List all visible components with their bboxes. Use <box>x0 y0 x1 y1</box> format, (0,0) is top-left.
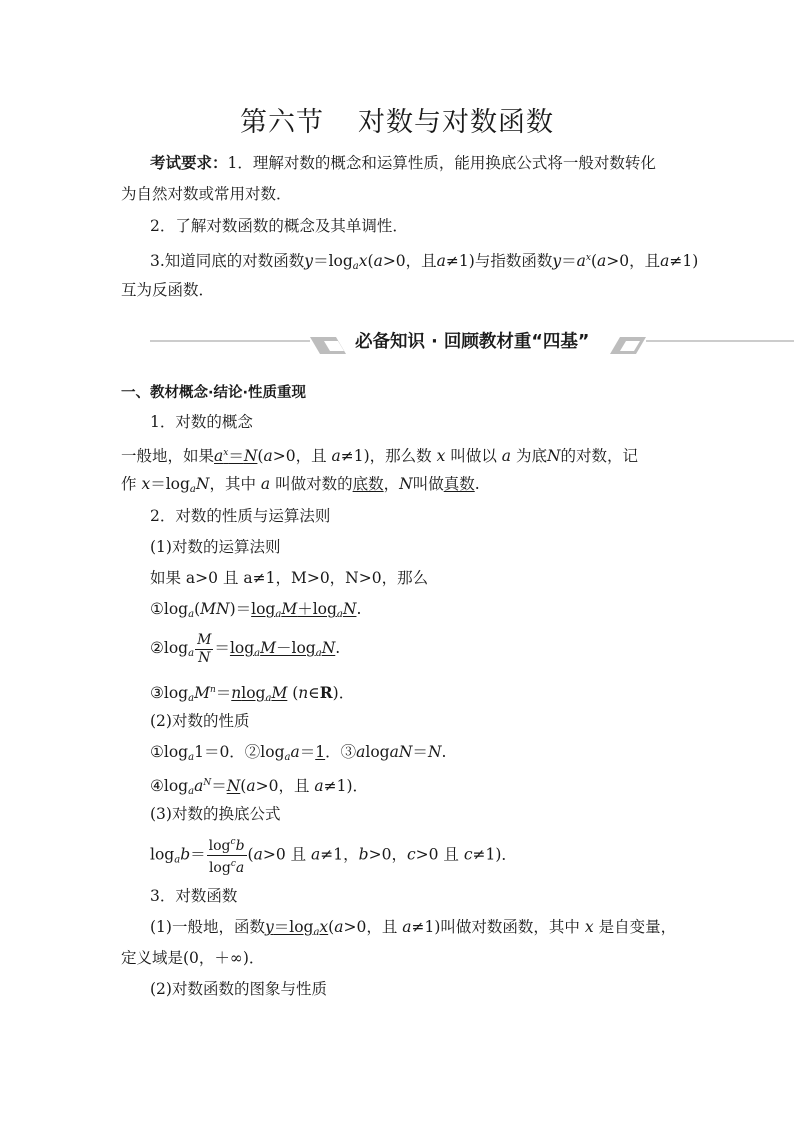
property-line-1: $①\log_a1=0$．$②\log_aa=1$．③alogaN＝N. <box>150 743 447 763</box>
requirement-3-mid: 与指数函数 <box>474 252 553 270</box>
fraction-m-over-n: $\frac{M}{N}$ <box>197 631 212 666</box>
section-banner <box>150 326 794 356</box>
requirement-3-line-a: 3.知道同底的对数函数$y=\log_ax(a>0$，且a≠1)与指数函数$y=a^x(a>0$，且a≠1) <box>150 252 699 272</box>
section-title: 对数与对数函数 <box>358 107 554 138</box>
domain-text: 定义域是(0，＋∞)． <box>121 949 265 967</box>
requirement-3-pre: 3.知道同底的对数函数 <box>150 252 305 270</box>
section-number: 第六节 <box>240 107 324 138</box>
requirement-1-cont: 为自然对数或常用对数． <box>121 185 292 203</box>
requirement-2 <box>150 216 408 236</box>
graph-heading <box>150 979 327 999</box>
rules-condition <box>150 568 428 588</box>
page-title <box>0 100 794 139</box>
concept-heading <box>150 412 253 432</box>
logfunc-line-1: (1)一般地，函数$y=\log_ax(a>0$，且 a≠1)叫做对数函数，其中 x 是自变量， <box>150 918 677 938</box>
concept-heading-text: 1．对数的概念 <box>150 413 253 431</box>
requirement-1-line-a <box>150 153 656 173</box>
requirement-3-end: 互为反函数． <box>121 281 215 299</box>
logfunc-line-2 <box>121 948 264 968</box>
concept-l2-pre: 作 <box>121 475 137 493</box>
concept-l1-mid3: 为底 <box>515 447 547 465</box>
requirement-1-text: 1．理解对数的概念和运算性质，能用换底公式将一般对数转化 <box>227 154 656 172</box>
requirement-2-text: 2．了解对数函数的概念及其单调性． <box>150 217 408 235</box>
concept-l1-mid: ，那么数 <box>369 447 432 465</box>
requirements-label: 考试要求： <box>150 153 228 172</box>
property-line-2: $④\log_aa^N=N(a>0$，且 a≠1)． <box>150 777 369 797</box>
concept-l1-mid2: 叫做以 <box>450 447 497 465</box>
rules-condition-text: 如果 a>0 且 a≠1，M>0，N>0，那么 <box>150 569 429 587</box>
change-of-base-formula: $\log_ab=$ $\frac{\log^cb}{\log^ca}$ (a>0 且 a≠1，b>0，c>0 且 c≠1)． <box>150 834 517 880</box>
concept-l1-end: 的对数，记 <box>560 447 639 465</box>
rule-3: $③\log_aM^n=nlog_aM$ (n∈R)． <box>150 683 355 704</box>
props-heading <box>150 711 249 731</box>
concept-l2-mid4: 叫做 <box>412 475 444 493</box>
argument-term: 真数 <box>443 475 475 493</box>
concept-line-2: 作 $x=\log_aN$，其中 a 叫做对数的底数，N叫做真数. <box>121 475 480 495</box>
concept-l2-mid: ，其中 <box>209 475 256 493</box>
logfunc-l1-pre: (1)一般地，函数 <box>150 918 265 936</box>
fraction-change-of-base: $\frac{\log^cb}{\log^ca}$ <box>207 834 247 877</box>
logfunc-heading-text: 3．对数函数 <box>150 887 238 905</box>
logfunc-l1-mid: 叫做对数函数，其中 <box>440 918 580 936</box>
change-heading <box>150 804 280 824</box>
properties-heading-text: 2．对数的性质与运算法则 <box>150 507 331 525</box>
logfunc-heading <box>150 886 237 906</box>
concept-l2-end: . <box>474 475 480 493</box>
banner-title: 必备知识 · 回顾教材重“四基” <box>355 332 590 352</box>
requirement-3-line-b <box>121 280 214 300</box>
section-1-heading-text: 一、教材概念·结论·性质重现 <box>121 385 307 401</box>
concept-l2-mid2: 叫做对数的 <box>275 475 353 493</box>
rules-heading-text: (1)对数的运算法则 <box>150 538 281 556</box>
graph-heading-text: (2)对数函数的图象与性质 <box>150 980 327 998</box>
rule-1: $①\log_a(MN)=\log_aM+\log_aN$. <box>150 600 362 620</box>
section-1-heading <box>121 383 306 403</box>
requirement-1-line-b <box>121 184 292 204</box>
change-heading-text: (3)对数的换底公式 <box>150 805 281 823</box>
properties-heading <box>150 506 330 526</box>
concept-l1-pre: 一般地，如果 <box>121 447 215 465</box>
rule-2: $②\log_a$ $\frac{M}{N}$ $=\log_aM-\log_aN$. <box>150 631 341 666</box>
props-heading-text: (2)对数的性质 <box>150 712 250 730</box>
logfunc-l1-end: 是自变量， <box>598 918 677 936</box>
rules-heading <box>150 537 280 557</box>
concept-l2-mid3: ， <box>383 475 400 493</box>
concept-line-1: 一般地，如果$a^x=N(a>0$，且 a≠1)，那么数 x 叫做以 a 为底N的对数，记 <box>121 447 639 465</box>
base-term: 底数 <box>352 475 384 493</box>
